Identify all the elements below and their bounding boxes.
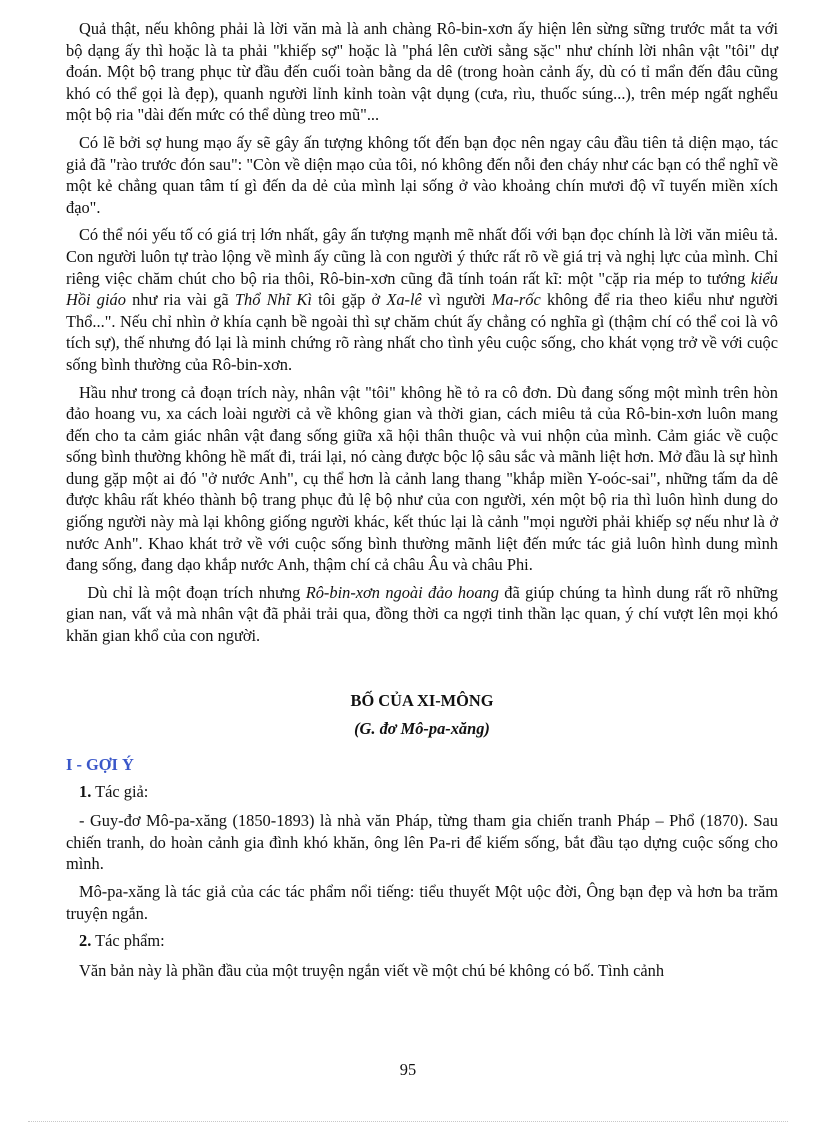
item-label: Tác giả: xyxy=(91,781,149,801)
section-heading: I - GỢI Ý xyxy=(66,754,134,774)
paragraph-author-works: Mô-pa-xăng là tác giả của các tác phẩm nổi tiếng: tiểu thuyết Một uộc đời, Ông bạn đẹp và hơn ba trăm truyện ngắn. xyxy=(66,882,778,923)
italic-text: kiểu Hồi giáo xyxy=(66,268,778,310)
text-run: như ria vài gã xyxy=(125,290,235,310)
item-heading-author xyxy=(66,781,778,803)
paragraph-descriptive-language xyxy=(66,224,778,375)
text-run: tôi gặp ở xyxy=(311,290,387,310)
italic-text: Ma-rốc xyxy=(491,290,541,310)
text-run: không để ria theo kiểu như người Thổ...". Nếu chỉ nhìn ở khía cạnh bề ngoài thì sự chăm chút ấy chẳng có nghĩa gì (thậm chí có thể coi là vô tích sự), thế nhưng đó lại là minh chứng rõ ràng nhất cho tình yêu cuộc sống, cho khát vọng trở về với cuộc sống bình thường của Rô-bin-xơn. xyxy=(66,290,779,374)
page-content xyxy=(66,18,778,987)
lesson-title: BỐ CỦA XI-MÔNG xyxy=(350,690,494,710)
item-heading-work xyxy=(66,930,778,952)
item-number: 2. xyxy=(79,931,92,951)
paragraph-work-summary: Văn bản này là phần đầu của một truyện ngắn viết về một chú bé không có bố. Tình cảnh xyxy=(79,960,665,980)
paragraph-conclusion xyxy=(66,582,778,647)
text-run: vì người xyxy=(421,290,492,310)
italic-text: Thổ Nhĩ Kì xyxy=(234,290,312,310)
text-run: Có thể nói yếu tố có giá trị lớn nhất, gây ấn tượng mạnh mẽ nhất đối với bạn đọc chính là lời văn miêu tả. Con người luôn tự trào lộng về mình ấy cũng là con người ý thức rất rõ về giá trị và nghị lực của mình. Chỉ riêng việc chăm chút cho bộ ria thôi, Rô-bin-xơn cũng đã tính toán rất kĩ: một "cặp ria mép to tướng xyxy=(66,225,778,288)
item-number: 1. xyxy=(79,781,92,801)
paragraph-author-bio: - Guy-đơ Mô-pa-xăng (1850-1893) là nhà văn Pháp, từng tham gia chiến tranh Pháp – Phổ (1870). Sau chiến tranh, do hoàn cảnh gia đình khó khăn, ông lên Pa-ri để kiếm sống, bắt đầu tạo dựng cuộc sống cho mình. xyxy=(66,811,778,874)
paragraph-appearance: Có lẽ bởi sợ hung mạo ấy sẽ gây ấn tượng không tốt đến bạn đọc nên ngay câu đầu tiên tả diện mạo, tác giả đã "rào trước đón sau": "Còn về diện mạo của tôi, nó không đến nỗi đen cháy như các bạn có thể nghĩ về một kẻ chẳng quan tâm tí gì đến da dẻ của mình lại sống ở vào khoảng chín mươi độ vĩ tuyến miền xích đạo". xyxy=(66,132,778,217)
text-run: Dù chỉ là một đoạn trích nhưng xyxy=(87,582,306,602)
text-run: đã giúp chúng ta hình dung rất rõ những gian nan, vất vả mà nhân vật đã phải trải qua, đồng thời ca ngợi tinh thần lạc quan, ý chí vượt lên mọi khó khăn gian khổ của con người. xyxy=(66,582,779,646)
paragraph-not-lonely: Hầu như trong cả đoạn trích này, nhân vật "tôi" không hề tỏ ra cô đơn. Dù đang sống một mình trên hòn đảo hoang vu, xa cách loài người cả về không gian và thời gian, cách miêu tả của Rô-bin-xơn luôn mang đến cho ta cảm giác nhân vật đang sống giữa xã hội thân thuộc và vui nhộn của mình. Cảm giác về cuộc sống bình thường không hề mất đi, trái lại, nó càng được bộc lộ sâu sắc và mãnh liệt hơn. Mở đầu là sự hình dung gặp một ai đó "ở nước Anh", cụ thể hơn là cảnh lang thang "khắp miền Y-oóc-sai", những tấm da dê được khâu rất khéo thành bộ trang phục đủ lệ bộ như của con người, xén một bộ ria thì luôn hình dung do giống người này mà lại không giống người khác, kết thúc lại là cảnh "mọi người phải khiếp sợ nếu như là ở nước Anh". Khao khát trở về với cuộc sống bình thường mãnh liệt đến mức tác giả luôn hình dung mình đang sống, đang dạo khắp nước Anh, thậm chí cả châu Âu và châu Phi. xyxy=(66,382,778,575)
italic-text: Rô-bin-xơn ngoài đảo hoang xyxy=(305,582,499,602)
italic-text: Xa-lê xyxy=(386,290,422,310)
paragraph-costume-description: Quả thật, nếu không phải là lời văn mà là anh chàng Rô-bin-xơn ấy hiện lên sừng sững trước mắt ta với bộ dạng ấy thì hoặc là ta phải "khiếp sợ" hoặc là "phá lên cười sằng sặc" như chính lời nhân vật "tôi" dự đoán. Một bộ trang phục từ đầu đến cuối toàn bằng da dê (trong hoàn cảnh ấy, dù có tỉ mẩn đến đâu cũng khó có thể gọi là đẹp), quanh người lỉnh kỉnh toàn vật dụng (cưa, rìu, thuốc súng...), trên mép ngất nghểu một bộ ria "dài đến mức có thể dùng treo mũ"... xyxy=(66,19,778,125)
lesson-author: (G. đơ Mô-pa-xăng) xyxy=(354,718,490,738)
item-label: Tác phẩm: xyxy=(91,931,165,951)
page-bottom-divider xyxy=(28,1121,788,1122)
page-number: 95 xyxy=(399,1060,417,1079)
